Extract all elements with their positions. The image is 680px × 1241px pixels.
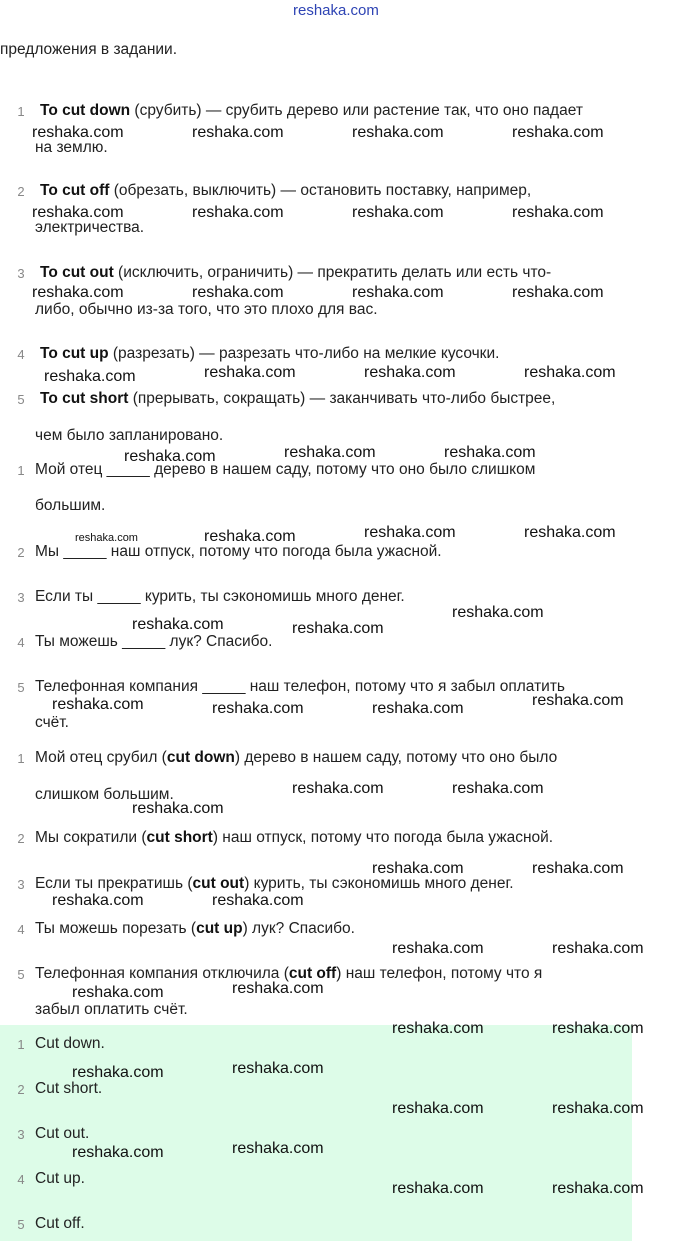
- task-line-2: большим.: [35, 497, 106, 514]
- text-part: Ты можешь порезать (: [35, 920, 197, 937]
- watermark: reshaka.com: [524, 364, 616, 381]
- watermark: reshaka.com: [192, 124, 284, 141]
- answer-block: [0, 1025, 632, 1241]
- watermark: reshaka.com: [552, 1180, 644, 1197]
- task-line: Мы _____ наш отпуск, потому что погода была ужасной.: [35, 543, 442, 560]
- watermark: reshaka.com: [52, 696, 144, 713]
- watermark: reshaka.com: [392, 1180, 484, 1197]
- answer-text: Cut out.: [35, 1125, 90, 1142]
- item-number: 5: [17, 967, 25, 982]
- watermark: reshaka.com: [232, 1140, 324, 1157]
- watermark: reshaka.com: [32, 124, 124, 141]
- watermark: reshaka.com: [352, 284, 444, 301]
- watermark: reshaka.com: [512, 124, 604, 141]
- text-part: ) лук? Спасибо.: [242, 920, 355, 937]
- watermark: reshaka.com: [72, 984, 164, 1001]
- definition-line: [40, 264, 551, 282]
- watermark: reshaka.com: [552, 1020, 644, 1037]
- watermark: reshaka.com: [52, 892, 144, 909]
- watermark: reshaka.com: [352, 124, 444, 141]
- text-part: Мы сократили (: [35, 829, 147, 846]
- item-number: 1: [17, 1037, 25, 1052]
- item-number: 3: [17, 266, 25, 281]
- watermark: reshaka.com: [284, 444, 376, 461]
- definition-text: (срубить) — срубить дерево или растение так, что оно падает: [130, 102, 583, 119]
- definition-text: (прерывать, сокращать) — заканчивать что-либо быстрее,: [128, 390, 556, 407]
- term: cut down: [166, 749, 235, 766]
- text-part: ) наш телефон, потому что я: [336, 965, 543, 982]
- term: cut out: [192, 875, 245, 892]
- term: cut short: [146, 829, 213, 846]
- item-number: 2: [17, 184, 25, 199]
- watermark: reshaka.com: [552, 1100, 644, 1117]
- watermark: reshaka.com: [32, 284, 124, 301]
- watermark: reshaka.com: [392, 940, 484, 957]
- watermark: reshaka.com: [524, 524, 616, 541]
- item-number: 4: [17, 635, 25, 650]
- translation-line: [35, 829, 553, 847]
- text-part: ) наш отпуск, потому что погода была ужасной.: [212, 829, 554, 846]
- item-number: 5: [17, 392, 25, 407]
- watermark: reshaka.com: [532, 860, 624, 877]
- watermark: reshaka.com: [192, 284, 284, 301]
- watermark: reshaka.com: [364, 524, 456, 541]
- item-number: 3: [17, 877, 25, 892]
- definition-line: [40, 102, 583, 120]
- item-number: 2: [17, 545, 25, 560]
- term: To cut out: [40, 264, 114, 281]
- watermark: reshaka.com: [552, 940, 644, 957]
- watermark: reshaka.com: [72, 1064, 164, 1081]
- watermark: reshaka.com: [364, 364, 456, 381]
- translation-line: [35, 920, 355, 938]
- definition-line-2: чем было запланировано.: [35, 427, 224, 444]
- item-number: 3: [17, 590, 25, 605]
- watermark: reshaka.com: [232, 980, 324, 997]
- watermark: reshaka.com: [232, 1060, 324, 1077]
- item-number: 4: [17, 922, 25, 937]
- term: To cut down: [40, 102, 131, 119]
- translation-line-2: слишком большим.: [35, 786, 174, 803]
- item-number: 3: [17, 1127, 25, 1142]
- term: cut up: [196, 920, 243, 937]
- task-line: Мой отец _____ дерево в нашем саду, потому что оно было слишком: [35, 461, 536, 478]
- watermark: reshaka.com: [532, 692, 624, 709]
- text-part: Телефонная компания отключила (: [35, 965, 289, 982]
- text-part: ) дерево в нашем саду, потому что оно было: [234, 749, 558, 766]
- text-part: Мой отец срубил (: [35, 749, 167, 766]
- header-watermark: reshaka.com: [293, 2, 379, 19]
- item-number: 2: [17, 831, 25, 846]
- watermark: reshaka.com: [292, 620, 384, 637]
- watermark: reshaka.com: [212, 700, 304, 717]
- watermark: reshaka.com: [512, 204, 604, 221]
- watermark: reshaka.com: [124, 448, 216, 465]
- item-number: 5: [17, 1217, 25, 1232]
- answer-text: Cut short.: [35, 1080, 103, 1097]
- watermark: reshaka.com: [192, 204, 284, 221]
- text-part: ) курить, ты сэкономишь много денег.: [244, 875, 514, 892]
- intro-text: предложения в задании.: [0, 41, 178, 58]
- answer-text: Cut off.: [35, 1215, 85, 1232]
- watermark: reshaka.com: [72, 1144, 164, 1161]
- watermark: reshaka.com: [452, 780, 544, 797]
- watermark: reshaka.com: [132, 616, 224, 633]
- watermark: reshaka.com: [75, 532, 138, 544]
- watermark: reshaka.com: [372, 700, 464, 717]
- translation-line-2: забыл оплатить счёт.: [35, 1001, 188, 1018]
- watermark: reshaka.com: [444, 444, 536, 461]
- item-number: 4: [17, 1172, 25, 1187]
- definition-text: (обрезать, выключить) — остановить поставку, например,: [109, 182, 532, 199]
- item-number: 1: [17, 104, 25, 119]
- watermark: reshaka.com: [204, 528, 296, 545]
- answer-text: Cut up.: [35, 1170, 85, 1187]
- item-number: 1: [17, 751, 25, 766]
- watermark: reshaka.com: [44, 368, 136, 385]
- watermark: reshaka.com: [32, 204, 124, 221]
- watermark: reshaka.com: [132, 800, 224, 817]
- definition-text: (исключить, ограничить) — прекратить делать или есть что-: [113, 264, 552, 281]
- definition-line-2: либо, обычно из-за того, что это плохо для вас.: [35, 301, 378, 318]
- term: To cut off: [40, 182, 110, 199]
- text-part: Если ты прекратишь (: [35, 875, 193, 892]
- task-line: Если ты _____ курить, ты сэкономишь много денег.: [35, 588, 405, 605]
- watermark: reshaka.com: [392, 1020, 484, 1037]
- definition-line-2: электричества.: [35, 219, 145, 236]
- watermark: reshaka.com: [392, 1100, 484, 1117]
- watermark: reshaka.com: [212, 892, 304, 909]
- term: cut off: [288, 965, 337, 982]
- task-line: Ты можешь _____ лук? Спасибо.: [35, 633, 273, 650]
- watermark: reshaka.com: [292, 780, 384, 797]
- definition-text: (разрезать) — разрезать что-либо на мелкие кусочки.: [108, 345, 500, 362]
- item-number: 5: [17, 680, 25, 695]
- watermark: reshaka.com: [372, 860, 464, 877]
- watermark: reshaka.com: [352, 204, 444, 221]
- watermark: reshaka.com: [512, 284, 604, 301]
- translation-line: [35, 749, 557, 767]
- watermark: reshaka.com: [204, 364, 296, 381]
- definition-line-2: на землю.: [35, 139, 108, 156]
- item-number: 2: [17, 1082, 25, 1097]
- definition-line: [40, 345, 499, 363]
- answer-text: Cut down.: [35, 1035, 105, 1052]
- item-number: 4: [17, 347, 25, 362]
- item-number: 1: [17, 463, 25, 478]
- watermark: reshaka.com: [452, 604, 544, 621]
- term: To cut short: [40, 390, 129, 407]
- definition-line: [40, 390, 555, 408]
- task-line-2: счёт.: [35, 714, 69, 731]
- definition-line: [40, 182, 531, 200]
- task-line: Телефонная компания _____ наш телефон, потому что я забыл оплатить: [35, 678, 566, 695]
- term: To cut up: [40, 345, 109, 362]
